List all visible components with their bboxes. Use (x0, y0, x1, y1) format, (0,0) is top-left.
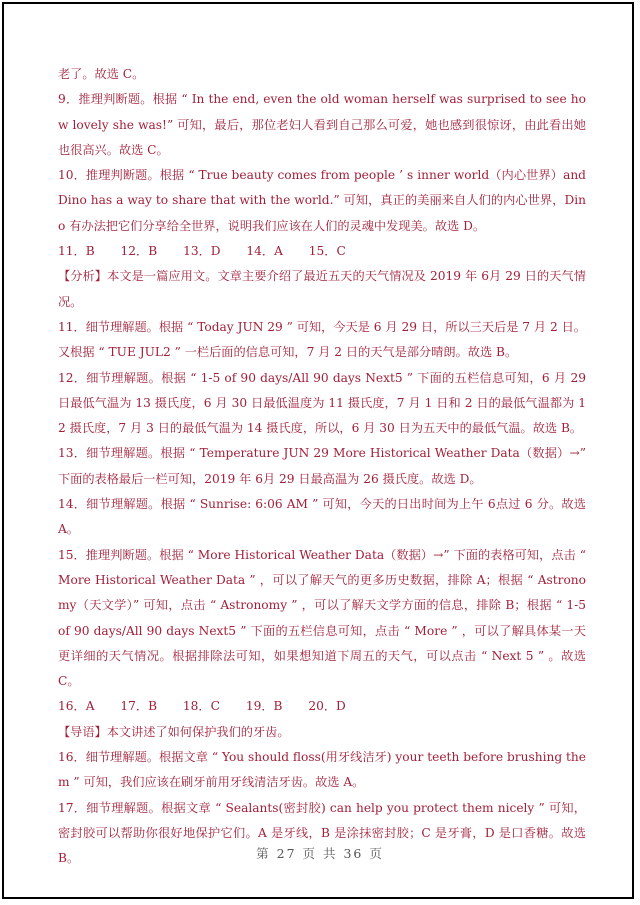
answer-key-11-15 (58, 239, 586, 264)
answer-16: 16．A (58, 699, 95, 714)
paragraph-continuation: 老了。故选 C。 (58, 67, 145, 81)
analysis-section: 【分析】本文是一篇应用文。文章主要介绍了最近五天的天气情况及 2019 年 6月 29 日的天气情况。 (58, 269, 586, 309)
paragraph-q10: 10．推理判断题。根据 “ True beauty comes from people ’ s inner world（内心世界）and Dino has a way to share that with the world.” 可知，真正的美丽来自人们的内心世界，Dino 有办法把它们分享给全世界，说明我们应该在人们的灵魂中发现美。故选 D。 (58, 168, 586, 233)
paragraph-q12: 12．细节理解题。根据 “ 1-5 of 90 days/All 90 days Next5 ” 下面的五栏信息可知，6 月 29 日最低气温为 13 摄氏度，6 月 30 日最低温度为 11 摄氏度，7 月 1 日和 2 日的最低气温都为 12 摄氏度，7 月 3 日的最低气温为 14 摄氏度，所以，6 月 30 日为五天中的最低气温。故选 B。 (58, 370, 586, 436)
answer-14: 14．A (246, 244, 283, 259)
paragraph-q15: 15．推理判断题。根据 “ More Historical Weather Data（数据）→” 下面的表格可知，点击 “ More Historical Weather Data ” ，可以了解天气的更多历史数据，排除 A；根据 “ Astronomy（天文学）” 可知，点击 “ Astronomy ” ，可以了解天文学方面的信息，排除 B；根据 “ 1-5 of 90 days/All 90 days Next5 ” 下面的五栏信息可知，点击 “ More ” ，可以了解具体某一天更详细的天气情况。根据排除法可知，如果想知道下周五的天气，可以点击 “ Next 5 ” 。故选 C。 (58, 547, 586, 689)
paragraph-q13: 13．细节理解题。根据 “ Temperature JUN 29 More Historical Weather Data（数据）→” 下面的表格最后一栏可知，2019 年 6月 29 日最高温为 26 摄氏度。故选 D。 (58, 446, 586, 486)
guide-section: 【导语】本文讲述了如何保护我们的牙齿。 (58, 724, 290, 739)
answer-key-16-20 (58, 694, 586, 719)
page-footer: 第 27 页 共 36 页 (256, 846, 384, 861)
answer-15: 15．C (308, 244, 346, 259)
answer-17: 17．B (120, 699, 158, 714)
answer-11: 11．B (58, 244, 95, 259)
paragraph-q9: 9．推理判断题。根据 “ In the end, even the old woman herself was surprised to see how lovely she was!” 可知，最后，那位老妇人看到自己那么可爱，她也感到很惊讶，由此看出她也很高兴。故选 C。 (58, 92, 586, 157)
answer-18: 18．C (182, 699, 220, 714)
paragraph-q16: 16．细节理解题。根据文章 “ You should floss(用牙线洁牙) your teeth before brushing them ” 可知，我们应该在刷牙前用牙线清洁牙齿。故选 A。 (58, 750, 586, 790)
answer-19: 19．B (245, 699, 283, 714)
document-body (58, 62, 586, 872)
answer-20: 20．D (308, 699, 346, 714)
paragraph-q11: 11．细节理解题。根据 “ Today JUN 29 ” 可知，今天是 6 月 29 日，所以三天后是 7 月 2 日。又根据 “ TUE JUL2 ” 一栏后面的信息可知，7 月 2 日的天气是部分晴朗。故选 B。 (58, 319, 586, 360)
paragraph-q17: 17．细节理解题。根据文章 “ Sealants(密封胶) can help you protect them nicely ” 可知，密封胶可以帮助你很好地保护它们。A 是牙线，B 是涂抹密封胶；C 是牙膏，D 是口香糖。故选 B。 (58, 800, 586, 866)
answer-13: 13．D (183, 244, 221, 259)
paragraph-q14: 14．细节理解题。根据 “ Sunrise: 6:06 AM ” 可知，今天的日出时间为上午 6点过 6 分。故选 A。 (58, 497, 586, 537)
answer-12: 12．B (120, 244, 158, 259)
